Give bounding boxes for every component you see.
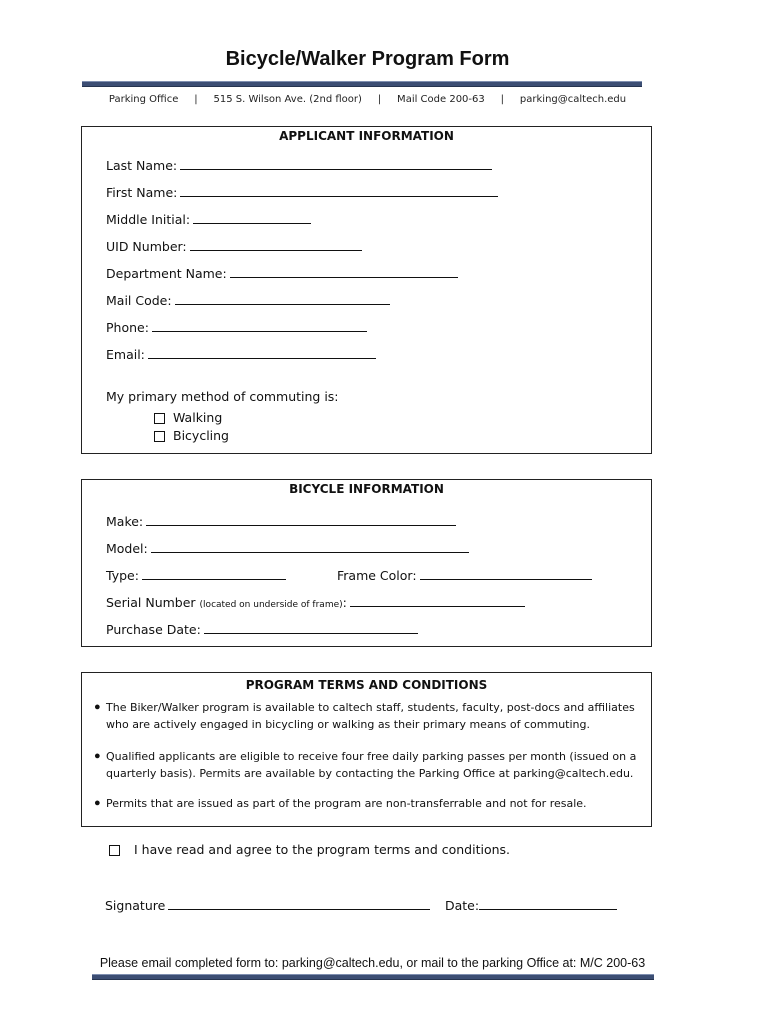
terms-bullet-2: Qualified applicants are eligible to receive four free daily parking passes per month (issued on a quarterly basis). Permits are available by contacting the Parking Office at parking@caltech.edu. bbox=[106, 750, 637, 780]
model-field[interactable] bbox=[106, 541, 469, 556]
uid-number-line[interactable] bbox=[190, 239, 362, 251]
bicycling-checkbox[interactable] bbox=[154, 431, 165, 442]
department-line[interactable] bbox=[230, 266, 458, 278]
date-field[interactable] bbox=[445, 898, 617, 913]
middle-initial-field[interactable] bbox=[106, 212, 311, 227]
mail-code-label: Mail Code: bbox=[106, 293, 172, 308]
footer-rule bbox=[92, 974, 654, 980]
applicant-section bbox=[81, 126, 652, 454]
frame-color-line[interactable] bbox=[420, 568, 592, 580]
purchase-date-field[interactable] bbox=[106, 622, 418, 637]
terms-bullet-1: The Biker/Walker program is available to caltech staff, students, faculty, post-docs and affiliates who are actively engaged in bicycling or walking as their primary means of commuting. bbox=[106, 701, 635, 731]
make-line[interactable] bbox=[146, 514, 456, 526]
department-label: Department Name: bbox=[106, 266, 227, 281]
last-name-label: Last Name: bbox=[106, 158, 178, 173]
phone-label: Phone: bbox=[106, 320, 149, 335]
serial-number-line[interactable] bbox=[350, 595, 525, 607]
commute-question: My primary method of commuting is: bbox=[106, 389, 339, 404]
mail-code-field[interactable] bbox=[106, 293, 390, 308]
last-name-field[interactable] bbox=[106, 158, 492, 173]
terms-section bbox=[81, 672, 652, 827]
signature-field[interactable] bbox=[105, 898, 430, 913]
mail-code-line[interactable] bbox=[175, 293, 390, 305]
contact-line: Parking Office | 515 S. Wilson Ave. (2nd floor) | Mail Code 200-63 | parking@caltech.edu bbox=[108, 94, 627, 105]
phone-field[interactable] bbox=[106, 320, 367, 335]
date-label: Date: bbox=[445, 898, 480, 913]
bullet-marker-2: ● bbox=[94, 750, 101, 762]
walking-checkbox[interactable] bbox=[154, 413, 165, 424]
first-name-label: First Name: bbox=[106, 185, 178, 200]
serial-number-note: (located on underside of frame) bbox=[199, 600, 343, 610]
form-title: Bicycle/Walker Program Form bbox=[225, 48, 510, 70]
date-line[interactable] bbox=[479, 898, 617, 910]
type-label: Type: bbox=[106, 568, 139, 583]
middle-initial-line[interactable] bbox=[193, 212, 311, 224]
bullet-marker-3: ● bbox=[94, 797, 101, 809]
frame-color-label: Frame Color: bbox=[337, 568, 417, 583]
agree-label: I have read and agree to the program terms and conditions. bbox=[134, 842, 511, 857]
email-line[interactable] bbox=[148, 347, 376, 359]
applicant-section-title: APPLICANT INFORMATION bbox=[279, 129, 454, 143]
first-name-line[interactable] bbox=[180, 185, 498, 197]
make-field[interactable] bbox=[106, 514, 456, 529]
make-label: Make: bbox=[106, 514, 144, 529]
first-name-field[interactable] bbox=[106, 185, 498, 200]
model-label: Model: bbox=[106, 541, 148, 556]
signature-line[interactable] bbox=[168, 898, 430, 910]
terms-bullet-3: Permits that are issued as part of the program are non-transferrable and not for resale. bbox=[106, 797, 587, 810]
bullet-marker-1: ● bbox=[94, 701, 101, 713]
signature-label: Signature bbox=[105, 898, 166, 913]
serial-number-colon: : bbox=[342, 595, 347, 610]
phone-line[interactable] bbox=[152, 320, 367, 332]
last-name-line[interactable] bbox=[180, 158, 492, 170]
middle-initial-label: Middle Initial: bbox=[106, 212, 191, 227]
footer-note: Please email completed form to: parking@caltech.edu, or mail to the parking Office at: M/C 200-63 bbox=[99, 956, 646, 970]
serial-number-label: Serial Number bbox=[106, 595, 196, 610]
frame-color-field[interactable] bbox=[337, 568, 592, 583]
email-label: Email: bbox=[106, 347, 145, 362]
uid-number-field[interactable] bbox=[106, 239, 362, 254]
header-rule bbox=[82, 81, 642, 87]
serial-number-field[interactable] bbox=[106, 595, 525, 610]
purchase-date-label: Purchase Date: bbox=[106, 622, 201, 637]
type-field[interactable] bbox=[106, 568, 286, 583]
bicycling-label: Bicycling bbox=[173, 428, 229, 443]
uid-number-label: UID Number: bbox=[106, 239, 187, 254]
agree-checkbox[interactable] bbox=[109, 845, 120, 856]
terms-section-title: PROGRAM TERMS AND CONDITIONS bbox=[245, 678, 488, 692]
purchase-date-line[interactable] bbox=[204, 622, 418, 634]
email-field[interactable] bbox=[106, 347, 376, 362]
bicycle-section bbox=[81, 479, 652, 647]
model-line[interactable] bbox=[151, 541, 469, 553]
type-line[interactable] bbox=[142, 568, 286, 580]
walking-label: Walking bbox=[173, 410, 223, 425]
bicycle-section-title: BICYCLE INFORMATION bbox=[289, 482, 444, 496]
department-field[interactable] bbox=[106, 266, 458, 281]
